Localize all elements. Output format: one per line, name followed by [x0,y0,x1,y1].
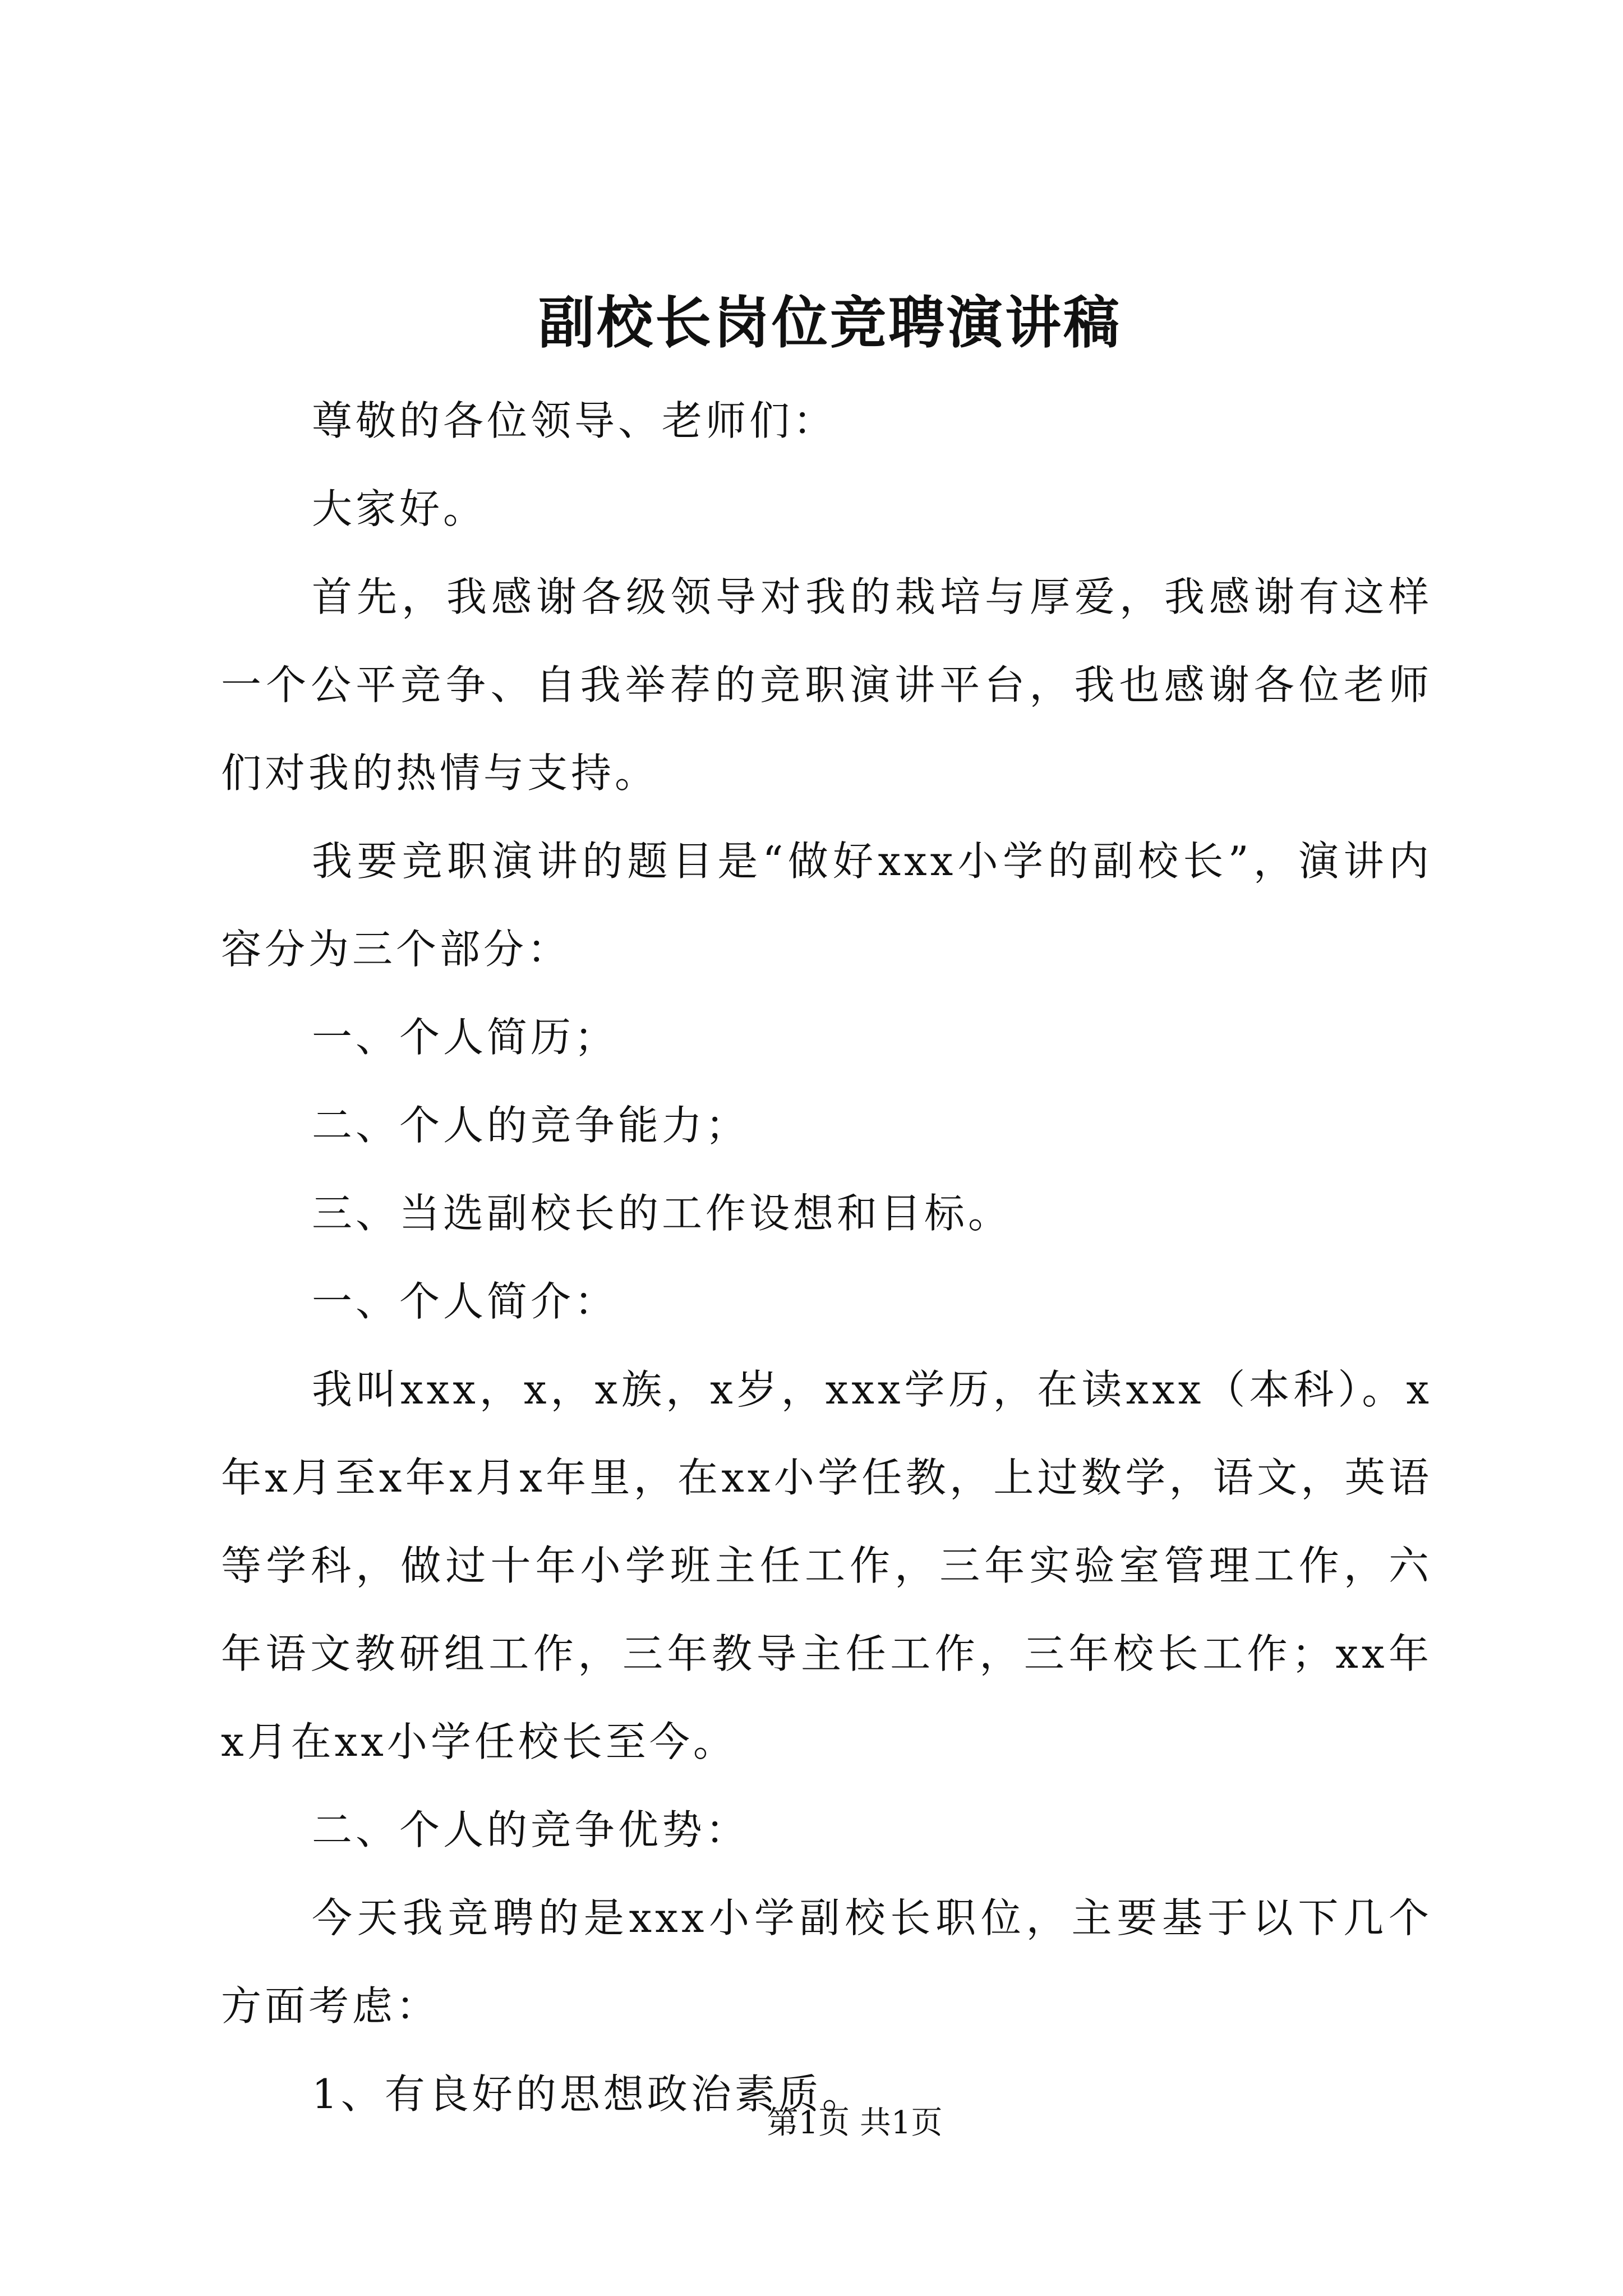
paragraph-topic: 我要竞职演讲的题目是“做好xxx小学的副校长”，演讲内容分为三个部分： [221,838,1432,973]
paragraph-outline-item-1: 一、个人简历； [312,1014,619,1061]
paragraph-thanks: 首先，我感谢各级领导对我的栽培与厚爱，我感谢有这样一个公平竞争、自我举荐的竞职演讲平台，我也感谢各位老师们对我的热情与支持。 [221,573,1432,797]
paragraph-introduction: 我叫xxx，x，x族，x岁，xxx学历，在读xxx（本科）。x年x月至x年x月x年里，在xx小学任教，上过数学，语文，英语等学科，做过十年小学班主任工作，三年实验室管理工作，六年语文教研组工作，三年教导主任工作，三年校长工作；xx年x月在xx小学任校长至今。 [221,1366,1432,1765]
section-heading-advantages: 二、个人的竞争优势： [312,1806,750,1853]
section-heading-introduction: 一、个人简介： [312,1278,619,1325]
document-title: 副校长岗位竞聘演讲稿 [538,289,1122,356]
paragraph-salutation: 尊敬的各位领导、老师们： [312,397,837,444]
paragraph-outline-item-2: 二、个人的竞争能力； [312,1102,750,1149]
paragraph-advantage-1: 1、有良好的思想政治素质。 [312,2070,866,2118]
document-body [221,377,1432,2138]
page-footer: 第1页 共1页 [767,2105,943,2141]
paragraph-outline-item-3: 三、当选副校长的工作设想和目标。 [312,1190,1012,1237]
paragraph-advantages-intro: 今天我竞聘的是xxx小学副校长职位，主要基于以下几个方面考虑： [221,1894,1432,2030]
paragraph-greeting: 大家好。 [312,485,487,532]
